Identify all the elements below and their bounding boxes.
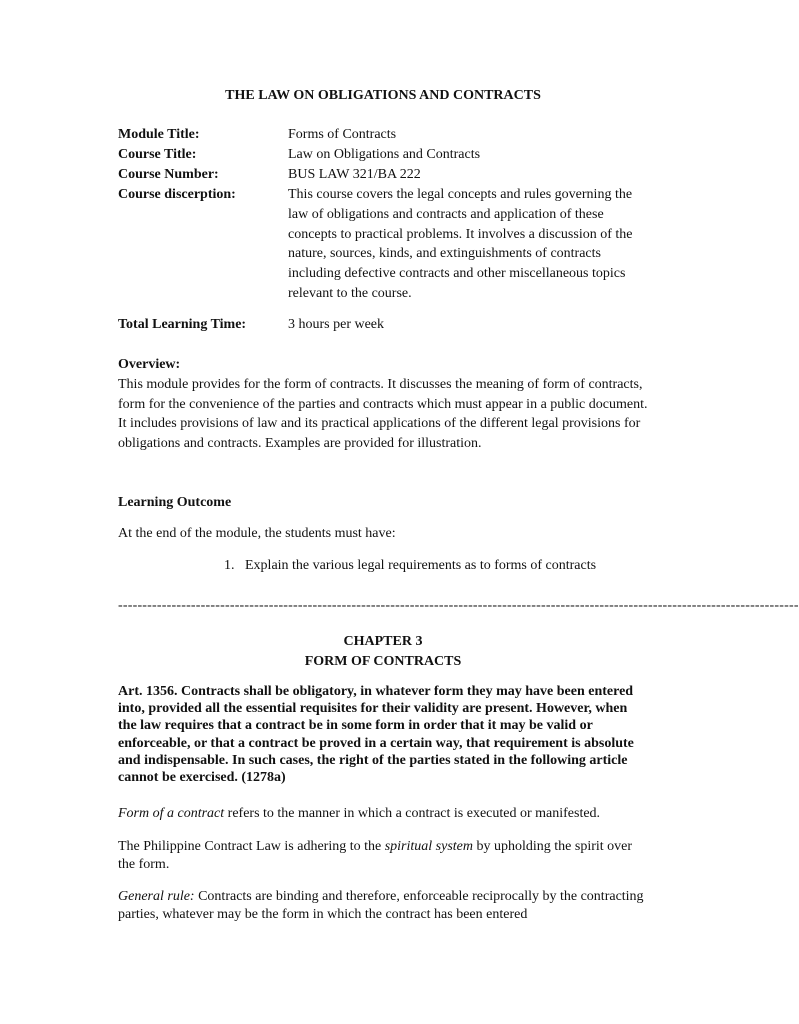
meta-label: Total Learning Time: xyxy=(118,317,247,332)
general-rule-paragraph xyxy=(118,888,648,923)
meta-label: Course discerption: xyxy=(118,187,236,202)
chapter-heading xyxy=(118,632,648,672)
meta-value: 3 hours per week xyxy=(288,317,385,332)
meta-label: Course Number: xyxy=(118,167,219,182)
overview-section xyxy=(118,355,648,454)
learning-outcome-heading: Learning Outcome xyxy=(118,495,232,510)
spiritual-after: by upholding the spirit over the form. xyxy=(118,839,633,872)
section-divider: -------------------------------------------------------------------------------------------------------------------------------------------- xyxy=(118,598,799,613)
form-definition-term: Form of a contract xyxy=(118,806,225,821)
meta-label: Module Title: xyxy=(118,127,200,142)
overview-heading: Overview: xyxy=(118,357,181,372)
list-number: 1. xyxy=(224,558,235,573)
spiritual-before: The Philippine Contract Law is adhering to the xyxy=(118,839,385,854)
meta-label: Course Title: xyxy=(118,147,197,162)
document-title: THE LAW ON OBLIGATIONS AND CONTRACTS xyxy=(225,88,541,103)
chapter-title: FORM OF CONTRACTS xyxy=(304,653,462,669)
chapter-number: CHAPTER 3 xyxy=(343,634,423,649)
learning-outcome-intro: At the end of the module, the students must have: xyxy=(118,526,396,541)
form-definition-text: refers to the manner in which a contract is executed or manifested. xyxy=(224,806,601,821)
meta-value: This course covers the legal concepts and rules governing the law of obligations and contracts and application of these concepts to practical problems. It involves a discussion of the nature, sources, kinds, and extinguishments of contracts including defective contracts and other miscellaneous topics relevant to the course. xyxy=(288,187,633,301)
list-text: Explain the various legal requirements as to forms of contracts xyxy=(245,558,597,573)
meta-value: Forms of Contracts xyxy=(288,127,397,142)
article-1356: Art. 1356. Contracts shall be obligatory, in whatever form they may have been entered into, provided all the essential requisites for their validity are present. However, when the law requires that a contract be in some form in order that it may be valid or enforceable, or that a contract be proved in a certain way, that requirement is absolute and indispensable. In such cases, the right of the parties stated in the following article cannot be exercised. (1278a) xyxy=(118,684,634,786)
meta-value: Law on Obligations and Contracts xyxy=(288,147,481,162)
overview-text: This module provides for the form of contracts. It discusses the meaning of form of contracts, form for the convenience of the parties and contracts which must appear in a public document. It includes provisions of law and its practical applications of the different legal provisions for obligations and contracts. Examples are provided for illustration. xyxy=(118,376,648,452)
spiritual-term: spiritual system xyxy=(384,839,473,854)
form-definition xyxy=(118,804,648,824)
general-rule-text: Contracts are binding and therefore, enforceable reciprocally by the contracting parties, whatever may be the form in which the contract has been entered xyxy=(118,889,644,922)
general-rule-term: General rule: xyxy=(118,889,195,904)
meta-value: BUS LAW 321/BA 222 xyxy=(288,167,421,182)
spiritual-system-paragraph xyxy=(118,838,648,873)
